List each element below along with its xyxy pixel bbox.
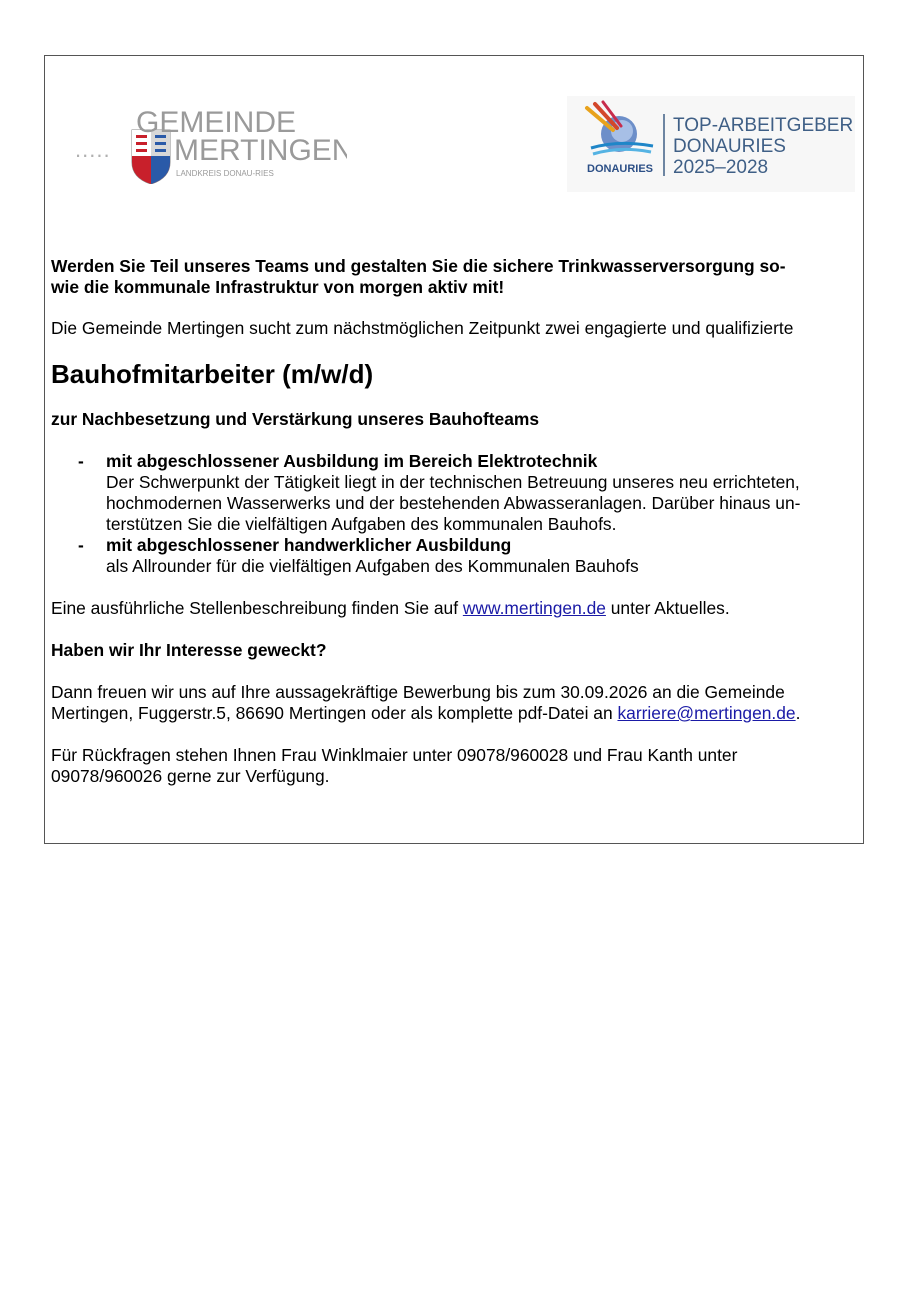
- details-text: Eine ausführliche Stellenbeschreibung finden Sie auf www.mertingen.de unter Aktuelles.: [51, 598, 730, 618]
- logo-dots: .....: [75, 137, 111, 162]
- job-title: Bauhofmitarbeiter (m/w/d): [51, 359, 374, 389]
- contact-text: Für Rückfragen stehen Ihnen Frau Winklmaier unter 09078/960028 und Frau Kanth unter 09078/960026 gerne zur Verfügung.: [51, 745, 738, 786]
- job-subtitle: zur Nachbesetzung und Verstärkung unseres Bauhofteams: [51, 409, 540, 429]
- apply-text: Dann freuen wir uns auf Ihre aussagekräftige Bewerbung bis zum 30.09.2026 an die Gemeinde Mertingen, Fuggerstr.5, 86690 Mertingen oder als komplette pdf-Datei an karriere@mertingen.de.: [51, 682, 801, 723]
- job-ad-frame: [44, 55, 864, 844]
- job-ad-content: [51, 256, 851, 787]
- list-item: [51, 451, 851, 535]
- top-arbeitgeber-text: TOP-ARBEITGEBER: [673, 115, 854, 136]
- interest-question: Haben wir Ihr Interesse geweckt?: [51, 640, 327, 660]
- gemeinde-mertingen-logo: [72, 102, 347, 184]
- logo-landkreis-text: LANDKREIS DONAU-RIES: [176, 169, 274, 178]
- logo-mertingen-text: MERTINGEN: [174, 134, 347, 167]
- list-item-text: als Allrounder für die vielfältigen Aufgaben des Kommunalen Bauhofs: [106, 556, 639, 576]
- list-item-text: Der Schwerpunkt der Tätigkeit liegt in der technischen Betreuung unseres neu errichteten, hochmodernen Wasserwerks und der bestehenden Abwasseranlagen. Darüber hinaus un- terstützen Sie die vielfältigen Aufgaben des kommunalen Bauhofs.: [106, 472, 801, 534]
- list-item-heading: mit abgeschlossener handwerklicher Ausbildung: [106, 535, 512, 555]
- top-arbeitgeber-logo: [567, 96, 855, 192]
- logo-gemeinde-text: GEMEINDE: [136, 106, 297, 139]
- donauries-brand-text: DONAURIES: [587, 163, 654, 175]
- list-dash: -: [78, 535, 84, 555]
- list-item: [51, 535, 851, 577]
- website-link[interactable]: www.mertingen.de: [462, 598, 606, 618]
- requirements-list: [51, 451, 851, 577]
- donauries-swoosh-icon: [587, 102, 653, 154]
- list-item-heading: mit abgeschlossener Ausbildung im Bereich Elektrotechnik: [106, 451, 598, 471]
- intro-heading: Werden Sie Teil unseres Teams und gestalten Sie die sichere Trinkwasserversorgung so- wie die kommunale Infrastruktur von morgen aktiv mit!: [51, 256, 786, 297]
- donauries-text: DONAURIES: [673, 136, 786, 157]
- email-link[interactable]: karriere@mertingen.de: [617, 703, 796, 723]
- list-dash: -: [78, 451, 84, 471]
- lead-text: Die Gemeinde Mertingen sucht zum nächstmöglichen Zeitpunkt zwei engagierte und qualifizierte: [51, 318, 794, 338]
- years-text: 2025–2028: [673, 157, 769, 178]
